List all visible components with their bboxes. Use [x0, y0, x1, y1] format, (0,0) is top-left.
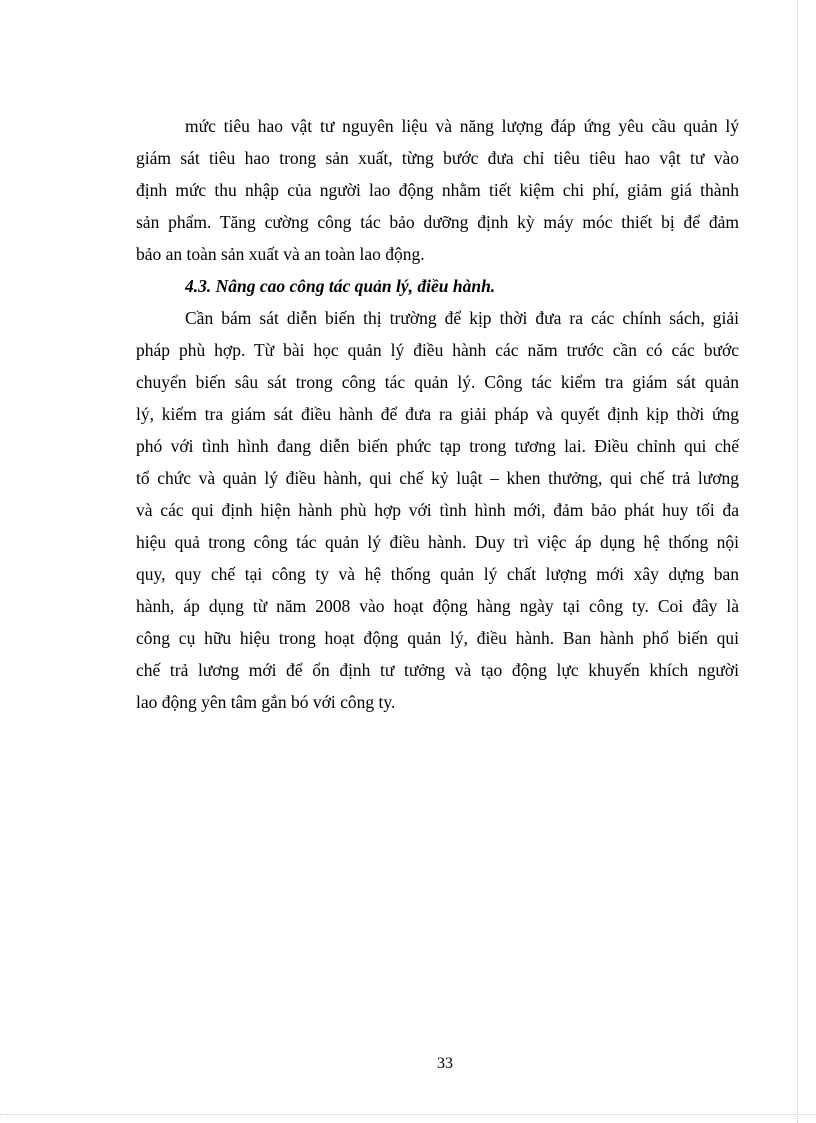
- text-line: tổ chức và quản lý điều hành, qui chế kỷ luật – khen thưởng, qui chế trả lương: [136, 468, 739, 488]
- paragraph-continued: [136, 110, 739, 270]
- text-line: mức tiêu hao vật tư nguyên liệu và năng lượng đáp ứng yêu cầu quản lý: [185, 116, 739, 136]
- page-number: 33: [437, 1055, 453, 1072]
- page-border-right: [797, 0, 798, 1123]
- text-line: bảo an toàn sản xuất và an toàn lao động.: [136, 244, 425, 264]
- text-line: hành, áp dụng từ năm 2008 vào hoạt động hàng ngày tại công ty. Coi đây là: [136, 596, 739, 616]
- text-line: chế trả lương mới để ổn định tư tưởng và tạo động lực khuyến khích người: [136, 660, 739, 680]
- text-line: pháp phù hợp. Từ bài học quản lý điều hành các năm trước cần có các bước: [136, 340, 739, 360]
- section-heading: 4.3. Nâng cao công tác quản lý, điều hành.: [185, 276, 496, 296]
- text-line: phó với tình hình đang diễn biến phức tạp trong tương lai. Điều chỉnh qui chế: [136, 436, 739, 456]
- document-body: [136, 110, 739, 718]
- text-line: công cụ hữu hiệu trong hoạt động quản lý, điều hành. Ban hành phổ biến qui: [136, 628, 739, 648]
- text-line: chuyển biến sâu sát trong công tác quản lý. Công tác kiểm tra giám sát quản: [136, 372, 739, 392]
- text-line: Cần bám sát diễn biến thị trường để kịp thời đưa ra các chính sách, giải: [185, 308, 739, 328]
- text-line: sản phẩm. Tăng cường công tác bảo dưỡng định kỳ máy móc thiết bị để đảm: [136, 212, 739, 232]
- text-line: lao động yên tâm gắn bó với công ty.: [136, 692, 396, 712]
- text-line: hiệu quả trong công tác quản lý điều hành. Duy trì việc áp dụng hệ thống nội: [136, 532, 739, 552]
- text-line: lý, kiểm tra giám sát điều hành để đưa ra giải pháp và quyết định kịp thời ứng: [136, 404, 739, 424]
- page-border-bottom: [0, 1114, 816, 1115]
- text-line: quy, quy chế tại công ty và hệ thống quản lý chất lượng mới xây dựng ban: [136, 564, 739, 584]
- text-line: và các qui định hiện hành phù hợp với tình hình mới, đảm bảo phát huy tối đa: [136, 500, 739, 520]
- text-line: giám sát tiêu hao trong sản xuất, từng bước đưa chỉ tiêu tiêu hao vật tư vào: [136, 148, 739, 168]
- paragraph-management: [136, 302, 739, 718]
- text-line: định mức thu nhập của người lao động nhằm tiết kiệm chi phí, giảm giá thành: [136, 180, 739, 200]
